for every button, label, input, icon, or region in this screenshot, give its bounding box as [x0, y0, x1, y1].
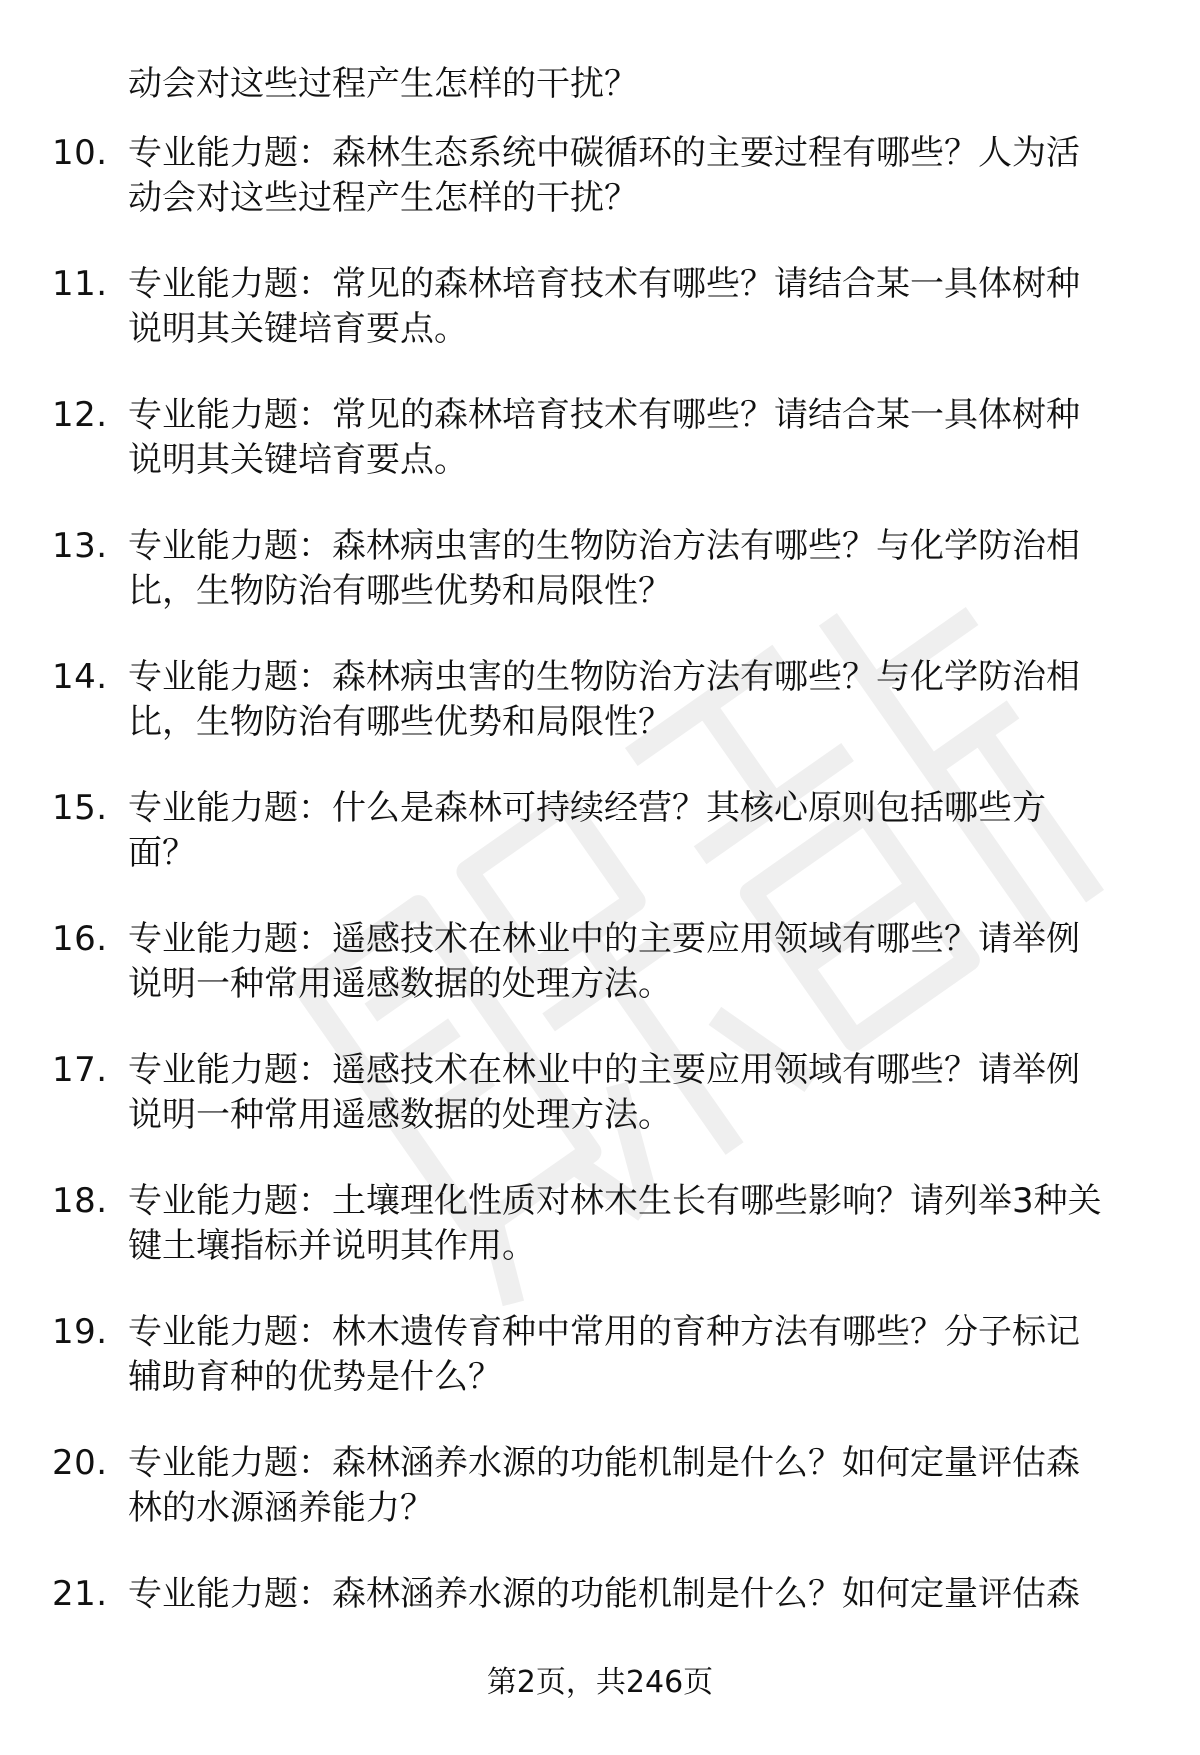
list-item	[0, 393, 1200, 524]
question-text-continued: 林的水源涵养能力？	[128, 1488, 434, 1528]
question-number: 17.	[52, 1050, 108, 1090]
question-number: 21.	[52, 1574, 108, 1614]
question-text: 专业能力题：森林病虫害的生物防治方法有哪些？与化学防治相	[128, 526, 1080, 566]
question-text: 专业能力题：遥感技术在林业中的主要应用领域有哪些？请举例	[128, 919, 1080, 959]
question-text: 专业能力题：遥感技术在林业中的主要应用领域有哪些？请举例	[128, 1050, 1080, 1090]
list-item	[0, 1179, 1200, 1310]
question-text: 专业能力题：森林病虫害的生物防治方法有哪些？与化学防治相	[128, 657, 1080, 697]
question-text-continued: 比，生物防治有哪些优势和局限性？	[128, 702, 672, 742]
question-text-continued: 说明其关键培育要点。	[128, 440, 468, 480]
continued-question-text: 动会对这些过程产生怎样的干扰？	[128, 64, 638, 104]
question-text: 专业能力题：土壤理化性质对林木生长有哪些影响？请列举3种关	[128, 1181, 1102, 1221]
question-text: 专业能力题：森林生态系统中碳循环的主要过程有哪些？人为活	[128, 133, 1080, 173]
list-item	[0, 1048, 1200, 1179]
question-number: 15.	[52, 788, 108, 828]
list-item	[0, 262, 1200, 393]
list-item	[0, 131, 1200, 262]
question-text-continued: 说明其关键培育要点。	[128, 309, 468, 349]
list-item	[0, 524, 1200, 655]
question-text-continued: 面？	[128, 833, 196, 873]
question-list	[0, 131, 1200, 1703]
question-number: 13.	[52, 526, 108, 566]
question-number: 14.	[52, 657, 108, 697]
list-item	[0, 655, 1200, 786]
question-number: 12.	[52, 395, 108, 435]
question-text-continued: 说明一种常用遥感数据的处理方法。	[128, 1095, 672, 1135]
question-number: 10.	[52, 133, 108, 173]
question-number: 18.	[52, 1181, 108, 1221]
question-number: 20.	[52, 1443, 108, 1483]
question-text-continued: 键土壤指标并说明其作用。	[128, 1226, 536, 1266]
list-item	[0, 786, 1200, 917]
question-number: 16.	[52, 919, 108, 959]
list-item	[0, 1310, 1200, 1441]
question-text-continued: 比，生物防治有哪些优势和局限性？	[128, 571, 672, 611]
list-item	[0, 1441, 1200, 1572]
page-number-footer: 第2页，共246页	[486, 1665, 714, 1700]
question-text-continued: 辅助育种的优势是什么？	[128, 1357, 502, 1397]
question-text-continued: 动会对这些过程产生怎样的干扰？	[128, 178, 638, 218]
question-number: 19.	[52, 1312, 108, 1352]
question-text: 专业能力题：森林涵养水源的功能机制是什么？如何定量评估森	[128, 1574, 1080, 1614]
question-text-continued: 说明一种常用遥感数据的处理方法。	[128, 964, 672, 1004]
question-text: 专业能力题：什么是森林可持续经营？其核心原则包括哪些方	[128, 788, 1046, 828]
question-text: 专业能力题：常见的森林培育技术有哪些？请结合某一具体树种	[128, 395, 1080, 435]
list-item	[0, 917, 1200, 1048]
question-text: 专业能力题：林木遗传育种中常用的育种方法有哪些？分子标记	[128, 1312, 1080, 1352]
question-number: 11.	[52, 264, 108, 304]
question-text: 专业能力题：常见的森林培育技术有哪些？请结合某一具体树种	[128, 264, 1080, 304]
question-text: 专业能力题：森林涵养水源的功能机制是什么？如何定量评估森	[128, 1443, 1080, 1483]
